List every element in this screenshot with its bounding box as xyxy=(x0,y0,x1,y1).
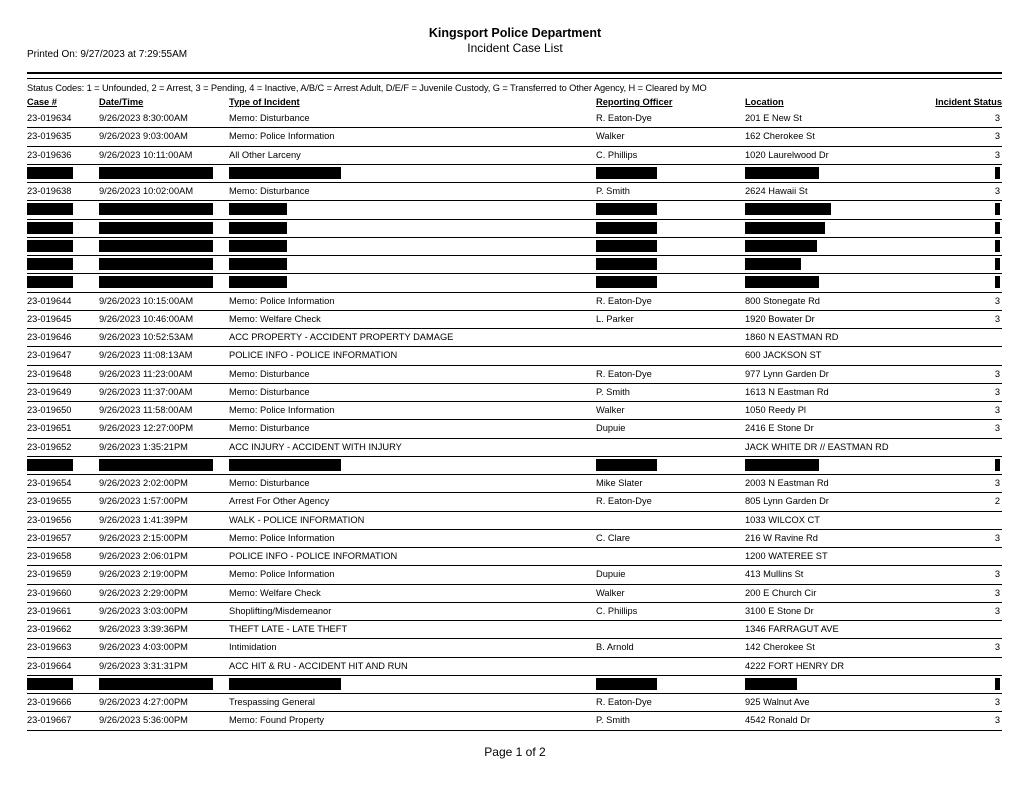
incident-status: 3 xyxy=(994,715,1000,726)
column-header-location: Location xyxy=(745,97,784,107)
table-row xyxy=(27,475,1002,493)
date-time: 9/26/2023 2:15:00PM xyxy=(99,532,188,543)
redaction-bar xyxy=(596,276,657,288)
redacted-row xyxy=(27,201,1002,219)
incident-status: 3 xyxy=(994,149,1000,160)
incident-type: POLICE INFO - POLICE INFORMATION xyxy=(229,551,398,561)
redaction-bar xyxy=(99,678,213,690)
location: 201 E New St xyxy=(745,113,802,123)
table-row xyxy=(27,384,1002,402)
redacted-row xyxy=(27,457,1002,475)
page-number: Page 1 of 2 xyxy=(484,745,546,759)
location: 977 Lynn Garden Dr xyxy=(745,368,829,379)
location: 1200 WATEREE ST xyxy=(745,551,828,561)
reporting-officer: C. Phillips xyxy=(596,149,638,160)
date-time: 9/26/2023 5:36:00PM xyxy=(99,715,188,726)
table-row xyxy=(27,603,1002,621)
redaction-bar xyxy=(745,203,831,215)
location: 1346 FARRAGUT AVE xyxy=(745,624,839,634)
incident-type: POLICE INFO - POLICE INFORMATION xyxy=(229,350,398,361)
reporting-officer: P. Smith xyxy=(596,186,630,196)
incident-type: Memo: Police Information xyxy=(229,569,335,580)
case-number: 23-019636 xyxy=(27,149,72,160)
reporting-officer: P. Smith xyxy=(596,715,630,726)
date-time: 9/26/2023 2:19:00PM xyxy=(99,569,188,580)
incident-status: 2 xyxy=(994,496,1000,507)
redacted-row xyxy=(27,256,1002,274)
location: 216 W Ravine Rd xyxy=(745,532,818,543)
case-number: 23-019655 xyxy=(27,496,72,507)
case-number: 23-019652 xyxy=(27,441,72,452)
incident-type: Memo: Police Information xyxy=(229,131,335,142)
table-row xyxy=(27,183,1002,201)
redaction-bar xyxy=(229,167,341,179)
incident-type: Memo: Welfare Check xyxy=(229,587,321,598)
location: 2624 Hawaii St xyxy=(745,186,808,196)
redacted-row xyxy=(27,238,1002,256)
case-number: 23-019666 xyxy=(27,697,72,707)
date-time: 9/26/2023 12:27:00PM xyxy=(99,423,194,434)
table-row xyxy=(27,366,1002,384)
redaction-bar xyxy=(745,459,819,471)
table-row xyxy=(27,548,1002,566)
redaction-bar xyxy=(596,459,657,471)
column-header-officer: Reporting Officer xyxy=(596,97,673,107)
reporting-officer: Walker xyxy=(596,405,625,415)
date-time: 9/26/2023 2:06:01PM xyxy=(99,551,188,561)
redaction-bar xyxy=(745,678,797,690)
date-time: 9/26/2023 1:57:00PM xyxy=(99,496,188,507)
location: 4542 Ronald Dr xyxy=(745,715,811,726)
incident-status: 3 xyxy=(994,587,1000,598)
redaction-bar xyxy=(27,240,73,252)
incident-type: Memo: Disturbance xyxy=(229,368,310,379)
incident-type: Memo: Police Information xyxy=(229,295,335,306)
date-time: 9/26/2023 11:08:13AM xyxy=(99,350,193,361)
header-rule-thin xyxy=(27,78,1002,79)
table-row xyxy=(27,512,1002,530)
date-time: 9/26/2023 2:29:00PM xyxy=(99,587,188,598)
report-title: Incident Case List xyxy=(467,41,563,55)
case-number: 23-019649 xyxy=(27,386,72,397)
date-time: 9/26/2023 10:02:00AM xyxy=(99,186,194,196)
incident-type: Arrest For Other Agency xyxy=(229,496,330,507)
date-time: 9/26/2023 1:41:39PM xyxy=(99,514,188,525)
date-time: 9/26/2023 4:27:00PM xyxy=(99,697,188,707)
redaction-bar xyxy=(99,258,213,270)
date-time: 9/26/2023 1:35:21PM xyxy=(99,441,188,452)
table-row xyxy=(27,402,1002,420)
location: 800 Stonegate Rd xyxy=(745,295,820,306)
header-rule-thick xyxy=(27,72,1002,74)
redacted-row xyxy=(27,274,1002,292)
reporting-officer: P. Smith xyxy=(596,386,630,397)
redaction-bar xyxy=(995,222,1000,234)
redaction-bar xyxy=(27,459,73,471)
incident-type: Memo: Disturbance xyxy=(229,423,310,434)
incident-type: Memo: Disturbance xyxy=(229,113,310,123)
case-number: 23-019660 xyxy=(27,587,72,598)
date-time: 9/26/2023 8:30:00AM xyxy=(99,113,188,123)
incident-status: 3 xyxy=(994,386,1000,397)
redaction-bar xyxy=(27,222,73,234)
date-time: 9/26/2023 11:37:00AM xyxy=(99,386,193,397)
redaction-bar xyxy=(596,203,657,215)
incident-status: 3 xyxy=(994,532,1000,543)
case-number: 23-019667 xyxy=(27,715,72,726)
incident-status: 3 xyxy=(994,295,1000,306)
redaction-bar xyxy=(99,240,213,252)
location: 1020 Laurelwood Dr xyxy=(745,149,829,160)
case-number: 23-019661 xyxy=(27,605,72,616)
redaction-bar xyxy=(229,240,287,252)
incident-status: 3 xyxy=(994,478,1000,488)
redacted-row xyxy=(27,165,1002,183)
table-row xyxy=(27,658,1002,676)
incident-status: 3 xyxy=(994,569,1000,580)
case-number: 23-019645 xyxy=(27,313,72,324)
redaction-bar xyxy=(99,276,213,288)
reporting-officer: L. Parker xyxy=(596,313,634,324)
incident-status: 3 xyxy=(994,313,1000,324)
location: 1050 Reedy Pl xyxy=(745,405,806,415)
column-header-status: Incident Status xyxy=(935,97,1002,107)
case-number: 23-019650 xyxy=(27,405,72,415)
column-header-date: Date/Time xyxy=(99,97,144,107)
case-number: 23-019656 xyxy=(27,514,72,525)
case-number: 23-019651 xyxy=(27,423,72,434)
location: 805 Lynn Garden Dr xyxy=(745,496,829,507)
incident-type: Memo: Disturbance xyxy=(229,386,310,397)
reporting-officer: C. Phillips xyxy=(596,605,638,616)
reporting-officer: Walker xyxy=(596,131,625,142)
redacted-row xyxy=(27,220,1002,238)
redaction-bar xyxy=(229,678,341,690)
incident-type: Memo: Disturbance xyxy=(229,478,310,488)
table-row xyxy=(27,530,1002,548)
incident-status: 3 xyxy=(994,642,1000,653)
printed-on: Printed On: 9/27/2023 at 7:29:55AM xyxy=(27,49,188,60)
incident-type: ACC PROPERTY - ACCIDENT PROPERTY DAMAGE xyxy=(229,332,454,342)
redaction-bar xyxy=(596,240,657,252)
incident-type: Memo: Welfare Check xyxy=(229,313,321,324)
incident-type: ACC HIT & RU - ACCIDENT HIT AND RUN xyxy=(229,660,408,671)
case-number: 23-019662 xyxy=(27,624,72,634)
redaction-bar xyxy=(27,258,73,270)
reporting-officer: R. Eaton-Dye xyxy=(596,697,652,707)
location: 162 Cherokee St xyxy=(745,131,815,142)
reporting-officer: B. Arnold xyxy=(596,642,634,653)
redaction-bar xyxy=(596,678,657,690)
reporting-officer: Dupuie xyxy=(596,423,626,434)
case-number: 23-019663 xyxy=(27,642,72,653)
redaction-bar xyxy=(995,459,1000,471)
case-number: 23-019654 xyxy=(27,478,72,488)
location: 3100 E Stone Dr xyxy=(745,605,814,616)
redaction-bar xyxy=(596,222,657,234)
date-time: 9/26/2023 10:52:53AM xyxy=(99,332,194,342)
redaction-bar xyxy=(99,222,213,234)
redaction-bar xyxy=(99,167,213,179)
redaction-bar xyxy=(745,276,819,288)
case-number: 23-019664 xyxy=(27,660,72,671)
redaction-bar xyxy=(995,240,1000,252)
incident-status: 3 xyxy=(994,131,1000,142)
location: 142 Cherokee St xyxy=(745,642,815,653)
incident-type: Memo: Found Property xyxy=(229,715,325,726)
table-row xyxy=(27,420,1002,438)
table-row xyxy=(27,493,1002,511)
case-number: 23-019658 xyxy=(27,551,72,561)
case-number: 23-019635 xyxy=(27,131,72,142)
incident-table xyxy=(27,110,1002,731)
location: 2003 N Eastman Rd xyxy=(745,478,829,488)
location: 4222 FORT HENRY DR xyxy=(745,660,845,671)
incident-status: 3 xyxy=(994,697,1000,707)
date-time: 9/26/2023 11:58:00AM xyxy=(99,405,193,415)
case-number: 23-019659 xyxy=(27,569,72,580)
incident-status: 3 xyxy=(994,113,1000,123)
redaction-bar xyxy=(995,203,1000,215)
incident-status: 3 xyxy=(994,405,1000,415)
department-title: Kingsport Police Department xyxy=(428,26,602,40)
date-time: 9/26/2023 10:11:00AM xyxy=(99,149,193,160)
case-number: 23-019638 xyxy=(27,186,72,196)
table-row xyxy=(27,110,1002,128)
redaction-bar xyxy=(995,167,1000,179)
location: 1920 Bowater Dr xyxy=(745,313,815,324)
reporting-officer: Mike Slater xyxy=(596,478,643,488)
location: 1613 N Eastman Rd xyxy=(745,386,829,397)
redaction-bar xyxy=(229,459,341,471)
incident-type: Trespassing General xyxy=(229,697,315,707)
redaction-bar xyxy=(745,167,819,179)
reporting-officer: R. Eaton-Dye xyxy=(596,113,652,123)
table-row xyxy=(27,621,1002,639)
date-time: 9/26/2023 2:02:00PM xyxy=(99,478,188,488)
case-number: 23-019644 xyxy=(27,295,72,306)
case-number: 23-019657 xyxy=(27,532,72,543)
incident-type: Intimidation xyxy=(229,642,277,653)
redacted-row xyxy=(27,676,1002,694)
redaction-bar xyxy=(229,276,287,288)
incident-type: Memo: Disturbance xyxy=(229,186,310,196)
table-row xyxy=(27,694,1002,712)
reporting-officer: R. Eaton-Dye xyxy=(596,496,652,507)
incident-status: 3 xyxy=(994,605,1000,616)
table-row xyxy=(27,147,1002,165)
location: 200 E Church Cir xyxy=(745,587,817,598)
table-row xyxy=(27,566,1002,584)
redaction-bar xyxy=(229,258,287,270)
case-number: 23-019634 xyxy=(27,113,72,123)
incident-status: 3 xyxy=(994,186,1000,196)
table-row xyxy=(27,639,1002,657)
table-row xyxy=(27,128,1002,146)
incident-status: 3 xyxy=(994,423,1000,434)
table-row xyxy=(27,347,1002,365)
column-header-type: Type of Incident xyxy=(229,97,300,107)
location: 1860 N EASTMAN RD xyxy=(745,332,839,342)
date-time: 9/26/2023 10:15:00AM xyxy=(99,295,194,306)
table-row xyxy=(27,311,1002,329)
table-row xyxy=(27,329,1002,347)
incident-type: Shoplifting/Misdemeanor xyxy=(229,605,332,616)
incident-type: ACC INJURY - ACCIDENT WITH INJURY xyxy=(229,441,402,452)
redaction-bar xyxy=(229,222,287,234)
redaction-bar xyxy=(99,203,213,215)
status-codes-legend: Status Codes: 1 = Unfounded, 2 = Arrest, 3 = Pending, 4 = Inactive, A/B/C = Arrest Adult, D/E/F = Juvenile Custody, G = Transferred to Other Agency, H = Cleared by MO xyxy=(27,83,707,93)
incident-type: WALK - POLICE INFORMATION xyxy=(229,514,365,525)
incident-type: THEFT LATE - LATE THEFT xyxy=(229,624,348,634)
date-time: 9/26/2023 3:39:36PM xyxy=(99,624,188,634)
date-time: 9/26/2023 9:03:00AM xyxy=(99,131,188,142)
redaction-bar xyxy=(995,276,1000,288)
redaction-bar xyxy=(745,240,817,252)
table-row xyxy=(27,712,1002,730)
case-number: 23-019647 xyxy=(27,350,72,361)
redaction-bar xyxy=(745,222,825,234)
redaction-bar xyxy=(27,167,73,179)
location: 413 Mullins St xyxy=(745,569,804,580)
redaction-bar xyxy=(99,459,213,471)
location: 1033 WILCOX CT xyxy=(745,514,820,525)
incident-type: Memo: Police Information xyxy=(229,405,335,415)
date-time: 9/26/2023 4:03:00PM xyxy=(99,642,188,653)
redaction-bar xyxy=(596,258,657,270)
incident-type: All Other Larceny xyxy=(229,149,301,160)
location: 2416 E Stone Dr xyxy=(745,423,814,434)
location: JACK WHITE DR // EASTMAN RD xyxy=(745,441,889,452)
date-time: 9/26/2023 3:03:00PM xyxy=(99,605,188,616)
redaction-bar xyxy=(27,678,73,690)
case-number: 23-019648 xyxy=(27,368,72,379)
table-row xyxy=(27,585,1002,603)
location: 600 JACKSON ST xyxy=(745,350,822,361)
reporting-officer: Dupuie xyxy=(596,569,626,580)
date-time: 9/26/2023 10:46:00AM xyxy=(99,313,194,324)
redaction-bar xyxy=(745,258,801,270)
redaction-bar xyxy=(27,203,73,215)
reporting-officer: R. Eaton-Dye xyxy=(596,295,652,306)
redaction-bar xyxy=(995,678,1000,690)
redaction-bar xyxy=(995,258,1000,270)
reporting-officer: R. Eaton-Dye xyxy=(596,368,652,379)
redaction-bar xyxy=(27,276,73,288)
column-header-case: Case # xyxy=(27,97,57,107)
redaction-bar xyxy=(229,203,287,215)
reporting-officer: C. Clare xyxy=(596,532,631,543)
redaction-bar xyxy=(596,167,657,179)
incident-status: 3 xyxy=(994,368,1000,379)
case-number: 23-019646 xyxy=(27,332,72,342)
date-time: 9/26/2023 11:23:00AM xyxy=(99,368,193,379)
reporting-officer: Walker xyxy=(596,587,625,598)
incident-type: Memo: Police Information xyxy=(229,532,335,543)
table-row xyxy=(27,439,1002,457)
location: 925 Walnut Ave xyxy=(745,697,810,707)
table-row xyxy=(27,293,1002,311)
date-time: 9/26/2023 3:31:31PM xyxy=(99,660,188,671)
